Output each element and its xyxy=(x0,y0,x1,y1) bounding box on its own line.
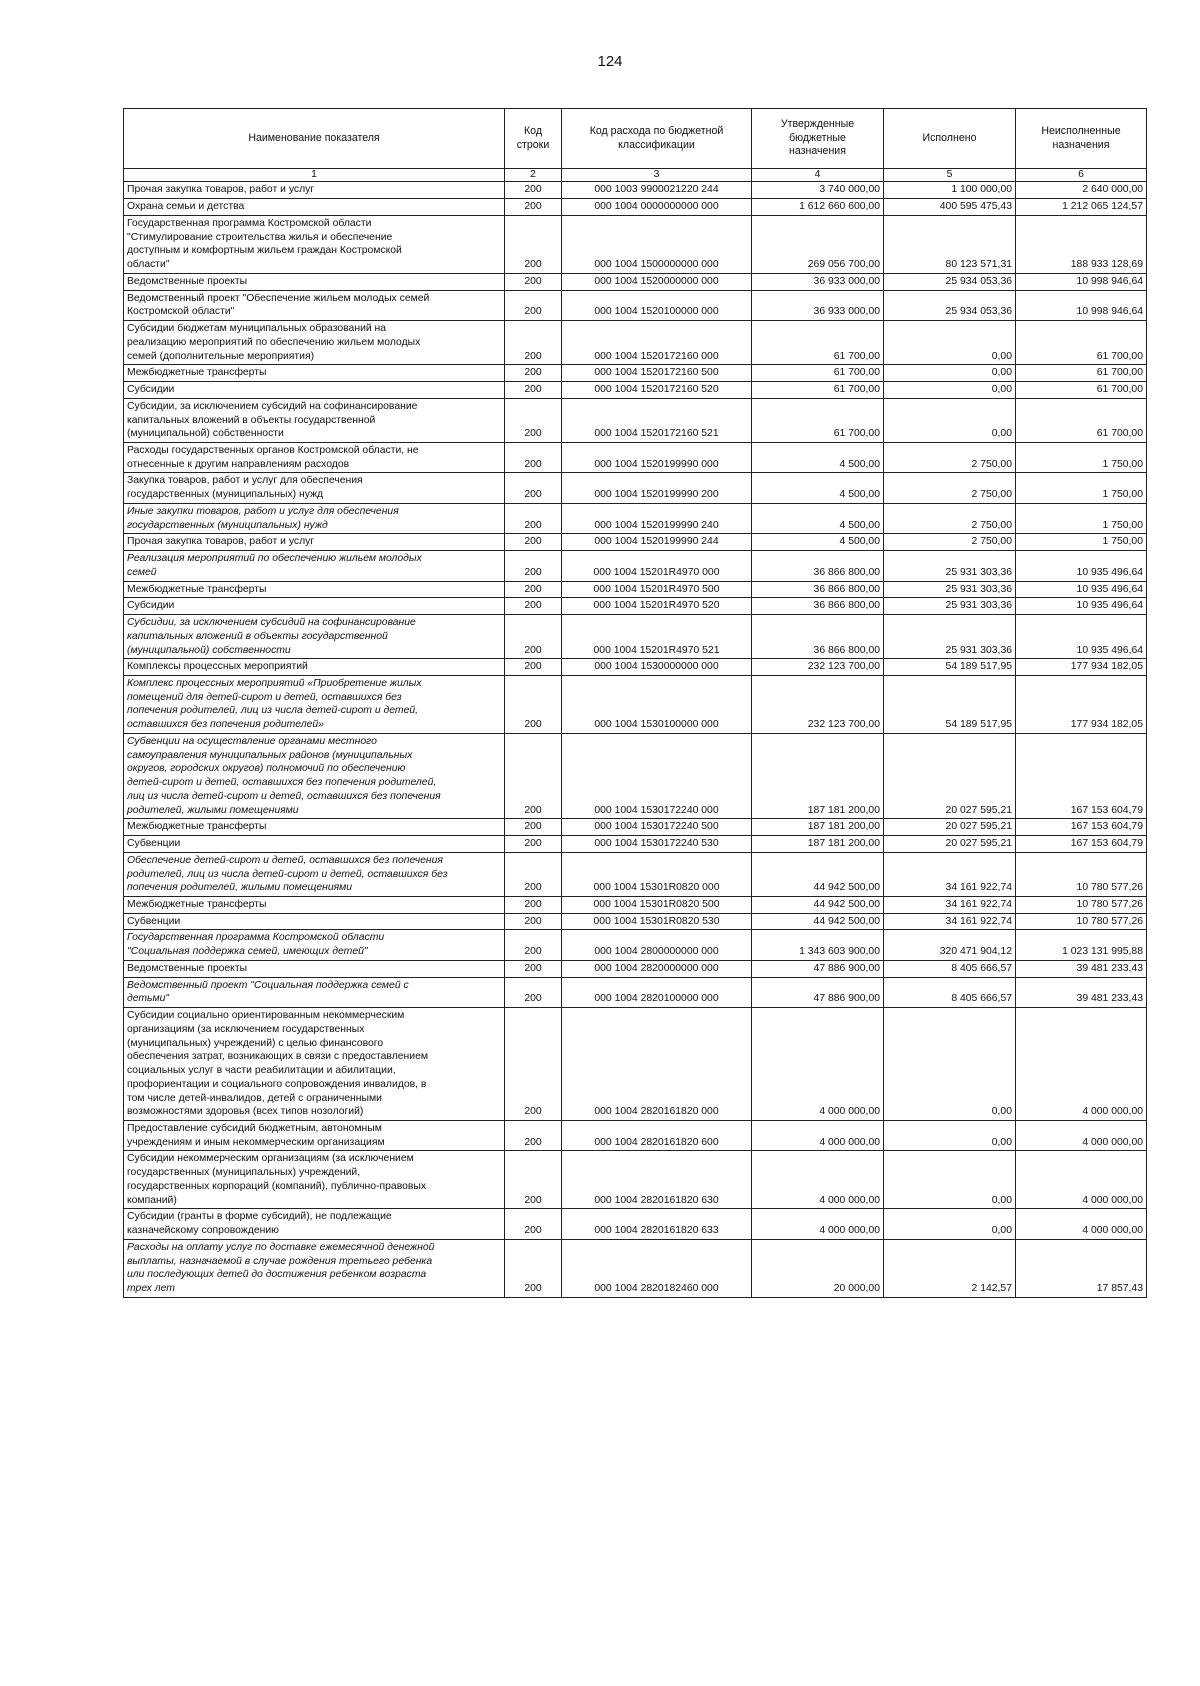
row-indicator-name: Реализация мероприятий по обеспечению жильем молодых семей xyxy=(124,551,505,581)
row-unexecuted-amount: 4 000 000,00 xyxy=(1016,1121,1147,1151)
row-unexecuted-amount: 1 212 065 124,57 xyxy=(1016,199,1147,216)
row-unexecuted-amount: 4 000 000,00 xyxy=(1016,1151,1147,1209)
header-label: Утвержденные бюджетные назначения xyxy=(780,117,855,158)
row-line-code: 200 xyxy=(505,365,562,382)
row-budget-classification: 000 1004 2800000000 000 xyxy=(562,930,752,960)
row-line-code: 200 xyxy=(505,960,562,977)
row-approved-amount: 4 500,00 xyxy=(752,473,884,503)
table-row xyxy=(124,930,1147,960)
row-approved-amount: 44 942 500,00 xyxy=(752,852,884,896)
header-label: Исполнено xyxy=(922,131,977,144)
header-budget-classification xyxy=(562,109,752,169)
row-line-code: 200 xyxy=(505,473,562,503)
header-indicator-name xyxy=(124,109,505,169)
row-budget-classification: 000 1004 1520100000 000 xyxy=(562,290,752,320)
row-executed-amount: 1 100 000,00 xyxy=(884,182,1016,199)
row-approved-amount: 269 056 700,00 xyxy=(752,215,884,273)
page-number: 124 xyxy=(597,53,623,70)
row-line-code: 200 xyxy=(505,675,562,733)
row-indicator-name: Субсидии (гранты в форме субсидий), не подлежащие казначейскому сопровождению xyxy=(124,1209,505,1239)
row-approved-amount: 36 933 000,00 xyxy=(752,273,884,290)
row-approved-amount: 61 700,00 xyxy=(752,365,884,382)
table-row xyxy=(124,598,1147,615)
row-budget-classification: 000 1004 1520199990 200 xyxy=(562,473,752,503)
row-executed-amount: 0,00 xyxy=(884,382,1016,399)
row-unexecuted-amount: 4 000 000,00 xyxy=(1016,1209,1147,1239)
row-unexecuted-amount: 61 700,00 xyxy=(1016,365,1147,382)
row-indicator-name: Обеспечение детей-сирот и детей, оставшихся без попечения родителей, лиц из числа детей-сирот и детей, оставшихся без попечения родителей, жилыми помещениями xyxy=(124,852,505,896)
row-line-code: 200 xyxy=(505,913,562,930)
table-row xyxy=(124,1008,1147,1121)
row-executed-amount: 0,00 xyxy=(884,1121,1016,1151)
header-label: Неисполненные назначения xyxy=(1041,124,1121,151)
row-executed-amount: 2 750,00 xyxy=(884,442,1016,472)
row-executed-amount: 8 405 666,57 xyxy=(884,960,1016,977)
row-indicator-name: Иные закупки товаров, работ и услуг для обеспечения государственных (муниципальных) нужд xyxy=(124,503,505,533)
row-line-code: 200 xyxy=(505,836,562,853)
table-row xyxy=(124,1121,1147,1151)
row-budget-classification: 000 1004 1530172240 500 xyxy=(562,819,752,836)
row-indicator-name: Ведомственный проект "Социальная поддержка семей с детьми" xyxy=(124,977,505,1007)
row-budget-classification: 000 1004 1520172160 521 xyxy=(562,398,752,442)
table-row xyxy=(124,913,1147,930)
row-approved-amount: 36 933 000,00 xyxy=(752,290,884,320)
header-label: Код расхода по бюджетной классификации xyxy=(589,124,724,151)
row-indicator-name: Ведомственные проекты xyxy=(124,273,505,290)
row-indicator-name: Государственная программа Костромской области "Социальная поддержка семей, имеющих детей" xyxy=(124,930,505,960)
row-executed-amount: 2 750,00 xyxy=(884,534,1016,551)
header-executed xyxy=(884,109,1016,169)
row-line-code: 200 xyxy=(505,442,562,472)
row-budget-classification: 000 1004 15201R4970 500 xyxy=(562,581,752,598)
row-budget-classification: 000 1004 2820100000 000 xyxy=(562,977,752,1007)
row-indicator-name: Субвенции xyxy=(124,836,505,853)
row-unexecuted-amount: 1 750,00 xyxy=(1016,442,1147,472)
row-unexecuted-amount: 188 933 128,69 xyxy=(1016,215,1147,273)
row-line-code: 200 xyxy=(505,930,562,960)
row-unexecuted-amount: 10 780 577,26 xyxy=(1016,913,1147,930)
row-budget-classification: 000 1004 1520000000 000 xyxy=(562,273,752,290)
row-budget-classification: 000 1004 1530172240 530 xyxy=(562,836,752,853)
row-approved-amount: 4 500,00 xyxy=(752,534,884,551)
row-line-code: 200 xyxy=(505,321,562,365)
row-approved-amount: 4 000 000,00 xyxy=(752,1151,884,1209)
row-executed-amount: 0,00 xyxy=(884,1209,1016,1239)
column-number: 5 xyxy=(884,169,1016,182)
row-indicator-name: Расходы государственных органов Костромской области, не отнесенные к другим направлениям расходов xyxy=(124,442,505,472)
row-unexecuted-amount: 10 780 577,26 xyxy=(1016,897,1147,914)
row-approved-amount: 61 700,00 xyxy=(752,382,884,399)
row-line-code: 200 xyxy=(505,273,562,290)
row-unexecuted-amount: 61 700,00 xyxy=(1016,398,1147,442)
row-approved-amount: 47 886 900,00 xyxy=(752,960,884,977)
row-indicator-name: Государственная программа Костромской области "Стимулирование строительства жилья и обеспечение доступным и комфортным жильем граждан Костромской области" xyxy=(124,215,505,273)
table-row xyxy=(124,836,1147,853)
column-number: 1 xyxy=(124,169,505,182)
row-indicator-name: Межбюджетные трансферты xyxy=(124,897,505,914)
row-executed-amount: 20 027 595,21 xyxy=(884,819,1016,836)
column-number: 3 xyxy=(562,169,752,182)
row-line-code: 200 xyxy=(505,1239,562,1297)
row-unexecuted-amount: 167 153 604,79 xyxy=(1016,733,1147,818)
table-row xyxy=(124,321,1147,365)
row-unexecuted-amount: 2 640 000,00 xyxy=(1016,182,1147,199)
row-approved-amount: 187 181 200,00 xyxy=(752,836,884,853)
row-approved-amount: 187 181 200,00 xyxy=(752,733,884,818)
row-indicator-name: Расходы на оплату услуг по доставке ежемесячной денежной выплаты, назначаемой в случае рождения третьего ребенка или последующих детей до достижения ребенком возраста трех лет xyxy=(124,1239,505,1297)
row-unexecuted-amount: 10 935 496,64 xyxy=(1016,598,1147,615)
table-row xyxy=(124,290,1147,320)
row-unexecuted-amount: 1 750,00 xyxy=(1016,473,1147,503)
table-row xyxy=(124,442,1147,472)
table-row xyxy=(124,819,1147,836)
table-row xyxy=(124,977,1147,1007)
row-budget-classification: 000 1004 15201R4970 521 xyxy=(562,615,752,659)
table-row xyxy=(124,551,1147,581)
row-unexecuted-amount: 10 935 496,64 xyxy=(1016,551,1147,581)
row-budget-classification: 000 1004 1520199990 240 xyxy=(562,503,752,533)
row-approved-amount: 187 181 200,00 xyxy=(752,819,884,836)
row-approved-amount: 47 886 900,00 xyxy=(752,977,884,1007)
row-indicator-name: Субсидии некоммерческим организациям (за исключением государственных (муниципальных) учреждений, государственных корпораций (компаний), публично-правовых компаний) xyxy=(124,1151,505,1209)
row-line-code: 200 xyxy=(505,659,562,676)
row-executed-amount: 400 595 475,43 xyxy=(884,199,1016,216)
table-row xyxy=(124,1209,1147,1239)
row-line-code: 200 xyxy=(505,733,562,818)
row-approved-amount: 1 343 603 900,00 xyxy=(752,930,884,960)
table-row xyxy=(124,182,1147,199)
row-approved-amount: 4 000 000,00 xyxy=(752,1209,884,1239)
row-budget-classification: 000 1004 2820161820 000 xyxy=(562,1008,752,1121)
row-executed-amount: 0,00 xyxy=(884,321,1016,365)
column-number: 4 xyxy=(752,169,884,182)
row-indicator-name: Субсидии xyxy=(124,598,505,615)
row-unexecuted-amount: 10 935 496,64 xyxy=(1016,581,1147,598)
row-budget-classification: 000 1004 1530000000 000 xyxy=(562,659,752,676)
row-budget-classification: 000 1004 1520172160 500 xyxy=(562,365,752,382)
row-approved-amount: 232 123 700,00 xyxy=(752,659,884,676)
row-unexecuted-amount: 61 700,00 xyxy=(1016,382,1147,399)
row-approved-amount: 4 500,00 xyxy=(752,442,884,472)
row-unexecuted-amount: 167 153 604,79 xyxy=(1016,836,1147,853)
row-executed-amount: 25 931 303,36 xyxy=(884,551,1016,581)
budget-execution-table xyxy=(123,108,1147,1298)
header-line-code xyxy=(505,109,562,169)
header-row xyxy=(124,109,1147,169)
row-unexecuted-amount: 17 857,43 xyxy=(1016,1239,1147,1297)
row-indicator-name: Ведомственные проекты xyxy=(124,960,505,977)
table-row xyxy=(124,382,1147,399)
row-budget-classification: 000 1004 1520199990 244 xyxy=(562,534,752,551)
header-unexecuted xyxy=(1016,109,1147,169)
row-budget-classification: 000 1004 0000000000 000 xyxy=(562,199,752,216)
row-unexecuted-amount: 4 000 000,00 xyxy=(1016,1008,1147,1121)
row-executed-amount: 0,00 xyxy=(884,1151,1016,1209)
row-indicator-name: Субвенции xyxy=(124,913,505,930)
row-indicator-name: Комплекс процессных мероприятий «Приобретение жилых помещений для детей-сирот и детей, оставшихся без попечения родителей, лиц из числа детей-сирот и детей, оставшихся без попечения родителей» xyxy=(124,675,505,733)
row-indicator-name: Ведомственный проект "Обеспечение жильем молодых семей Костромской области" xyxy=(124,290,505,320)
row-indicator-name: Прочая закупка товаров, работ и услуг xyxy=(124,182,505,199)
row-unexecuted-amount: 39 481 233,43 xyxy=(1016,960,1147,977)
row-indicator-name: Субсидии социально ориентированным некоммерческим организациям (за исключением государственных (муниципальных) учреждений) с целью финансового обеспечения затрат, возникающих в связи с предоставлением социальных услуг в части реабилитации и абилитации, профориентации и социального сопровождения инвалидов, в том числе детей-инвалидов, детей с ограниченными возможностями здоровья (всех типов нозологий) xyxy=(124,1008,505,1121)
header-label: Код строки xyxy=(516,124,550,151)
row-approved-amount: 4 500,00 xyxy=(752,503,884,533)
row-indicator-name: Субвенции на осуществление органами местного самоуправления муниципальных районов (муниципальных округов, городских округов) полномочий по обеспечению детей-сирот и детей, оставшихся без попечения родителей, лиц из числа детей-сирот и детей, оставшихся без попечения родителей, жилыми помещениями xyxy=(124,733,505,818)
row-executed-amount: 34 161 922,74 xyxy=(884,897,1016,914)
row-budget-classification: 000 1004 15301R0820 500 xyxy=(562,897,752,914)
header-approved xyxy=(752,109,884,169)
row-indicator-name: Охрана семьи и детства xyxy=(124,199,505,216)
row-approved-amount: 36 866 800,00 xyxy=(752,551,884,581)
row-approved-amount: 1 612 660 600,00 xyxy=(752,199,884,216)
table-row xyxy=(124,473,1147,503)
row-unexecuted-amount: 10 998 946,64 xyxy=(1016,290,1147,320)
table-row xyxy=(124,215,1147,273)
table-body xyxy=(124,182,1147,1297)
row-executed-amount: 34 161 922,74 xyxy=(884,852,1016,896)
row-unexecuted-amount: 10 935 496,64 xyxy=(1016,615,1147,659)
row-unexecuted-amount: 1 750,00 xyxy=(1016,503,1147,533)
row-indicator-name: Закупка товаров, работ и услуг для обеспечения государственных (муниципальных) нужд xyxy=(124,473,505,503)
column-number: 6 xyxy=(1016,169,1147,182)
table-row xyxy=(124,960,1147,977)
row-line-code: 200 xyxy=(505,398,562,442)
row-executed-amount: 2 142,57 xyxy=(884,1239,1016,1297)
row-executed-amount: 0,00 xyxy=(884,1008,1016,1121)
row-executed-amount: 54 189 517,95 xyxy=(884,659,1016,676)
row-budget-classification: 000 1004 1500000000 000 xyxy=(562,215,752,273)
row-line-code: 200 xyxy=(505,290,562,320)
row-approved-amount: 36 866 800,00 xyxy=(752,598,884,615)
row-executed-amount: 54 189 517,95 xyxy=(884,675,1016,733)
row-line-code: 200 xyxy=(505,1151,562,1209)
row-line-code: 200 xyxy=(505,1008,562,1121)
row-executed-amount: 0,00 xyxy=(884,398,1016,442)
row-indicator-name: Субсидии, за исключением субсидий на софинансирование капитальных вложений в объекты государственной (муниципальной) собственности xyxy=(124,398,505,442)
row-approved-amount: 36 866 800,00 xyxy=(752,615,884,659)
row-approved-amount: 4 000 000,00 xyxy=(752,1121,884,1151)
row-budget-classification: 000 1004 1520199990 000 xyxy=(562,442,752,472)
row-indicator-name: Межбюджетные трансферты xyxy=(124,365,505,382)
row-executed-amount: 320 471 904,12 xyxy=(884,930,1016,960)
row-budget-classification: 000 1004 15201R4970 000 xyxy=(562,551,752,581)
row-executed-amount: 25 931 303,36 xyxy=(884,598,1016,615)
table-row xyxy=(124,398,1147,442)
row-unexecuted-amount: 1 023 131 995,88 xyxy=(1016,930,1147,960)
row-unexecuted-amount: 61 700,00 xyxy=(1016,321,1147,365)
row-approved-amount: 3 740 000,00 xyxy=(752,182,884,199)
table-row xyxy=(124,615,1147,659)
row-executed-amount: 2 750,00 xyxy=(884,503,1016,533)
row-unexecuted-amount: 177 934 182,05 xyxy=(1016,659,1147,676)
table-row xyxy=(124,273,1147,290)
row-line-code: 200 xyxy=(505,852,562,896)
row-budget-classification: 000 1004 15301R0820 530 xyxy=(562,913,752,930)
row-budget-classification: 000 1004 2820182460 000 xyxy=(562,1239,752,1297)
row-approved-amount: 44 942 500,00 xyxy=(752,913,884,930)
table-row xyxy=(124,581,1147,598)
row-unexecuted-amount: 10 998 946,64 xyxy=(1016,273,1147,290)
row-approved-amount: 4 000 000,00 xyxy=(752,1008,884,1121)
row-line-code: 200 xyxy=(505,503,562,533)
row-approved-amount: 44 942 500,00 xyxy=(752,897,884,914)
row-indicator-name: Субсидии бюджетам муниципальных образований на реализацию мероприятий по обеспечению жильем молодых семей (дополнительные мероприятия) xyxy=(124,321,505,365)
table-row xyxy=(124,733,1147,818)
table-row xyxy=(124,897,1147,914)
row-line-code: 200 xyxy=(505,977,562,1007)
row-budget-classification: 000 1004 2820161820 633 xyxy=(562,1209,752,1239)
row-indicator-name: Субсидии, за исключением субсидий на софинансирование капитальных вложений в объекты государственной (муниципальной) собственности xyxy=(124,615,505,659)
row-indicator-name: Предоставление субсидий бюджетным, автономным учреждениям и иным некоммерческим организациям xyxy=(124,1121,505,1151)
row-line-code: 200 xyxy=(505,1209,562,1239)
row-line-code: 200 xyxy=(505,382,562,399)
row-line-code: 200 xyxy=(505,215,562,273)
row-budget-classification: 000 1004 2820161820 630 xyxy=(562,1151,752,1209)
row-executed-amount: 25 931 303,36 xyxy=(884,581,1016,598)
row-budget-classification: 000 1004 1520172160 520 xyxy=(562,382,752,399)
row-line-code: 200 xyxy=(505,581,562,598)
column-number: 2 xyxy=(505,169,562,182)
row-executed-amount: 2 750,00 xyxy=(884,473,1016,503)
row-budget-classification: 000 1003 9900021220 244 xyxy=(562,182,752,199)
column-number-row xyxy=(124,169,1147,182)
row-executed-amount: 25 934 053,36 xyxy=(884,290,1016,320)
row-indicator-name: Межбюджетные трансферты xyxy=(124,819,505,836)
row-approved-amount: 36 866 800,00 xyxy=(752,581,884,598)
row-executed-amount: 34 161 922,74 xyxy=(884,913,1016,930)
row-unexecuted-amount: 10 780 577,26 xyxy=(1016,852,1147,896)
header-label: Наименование показателя xyxy=(248,131,380,144)
row-indicator-name: Субсидии xyxy=(124,382,505,399)
row-budget-classification: 000 1004 2820000000 000 xyxy=(562,960,752,977)
row-line-code: 200 xyxy=(505,1121,562,1151)
row-line-code: 200 xyxy=(505,182,562,199)
table-row xyxy=(124,503,1147,533)
table-row xyxy=(124,199,1147,216)
row-budget-classification: 000 1004 1530100000 000 xyxy=(562,675,752,733)
row-indicator-name: Межбюджетные трансферты xyxy=(124,581,505,598)
row-line-code: 200 xyxy=(505,534,562,551)
table-row xyxy=(124,675,1147,733)
row-executed-amount: 25 934 053,36 xyxy=(884,273,1016,290)
table-row xyxy=(124,365,1147,382)
row-budget-classification: 000 1004 2820161820 600 xyxy=(562,1121,752,1151)
row-indicator-name: Комплексы процессных мероприятий xyxy=(124,659,505,676)
row-approved-amount: 20 000,00 xyxy=(752,1239,884,1297)
table-row xyxy=(124,659,1147,676)
row-line-code: 200 xyxy=(505,199,562,216)
table-row xyxy=(124,852,1147,896)
row-executed-amount: 20 027 595,21 xyxy=(884,733,1016,818)
table-row xyxy=(124,1151,1147,1209)
row-budget-classification: 000 1004 15201R4970 520 xyxy=(562,598,752,615)
row-unexecuted-amount: 1 750,00 xyxy=(1016,534,1147,551)
row-executed-amount: 0,00 xyxy=(884,365,1016,382)
row-budget-classification: 000 1004 1530172240 000 xyxy=(562,733,752,818)
row-line-code: 200 xyxy=(505,897,562,914)
row-indicator-name: Прочая закупка товаров, работ и услуг xyxy=(124,534,505,551)
row-executed-amount: 80 123 571,31 xyxy=(884,215,1016,273)
row-line-code: 200 xyxy=(505,615,562,659)
row-budget-classification: 000 1004 1520172160 000 xyxy=(562,321,752,365)
row-unexecuted-amount: 177 934 182,05 xyxy=(1016,675,1147,733)
row-line-code: 200 xyxy=(505,819,562,836)
row-budget-classification: 000 1004 15301R0820 000 xyxy=(562,852,752,896)
table-row xyxy=(124,1239,1147,1297)
row-executed-amount: 25 931 303,36 xyxy=(884,615,1016,659)
row-unexecuted-amount: 39 481 233,43 xyxy=(1016,977,1147,1007)
row-approved-amount: 61 700,00 xyxy=(752,321,884,365)
row-approved-amount: 61 700,00 xyxy=(752,398,884,442)
row-line-code: 200 xyxy=(505,551,562,581)
row-executed-amount: 20 027 595,21 xyxy=(884,836,1016,853)
table-row xyxy=(124,534,1147,551)
row-line-code: 200 xyxy=(505,598,562,615)
row-approved-amount: 232 123 700,00 xyxy=(752,675,884,733)
row-executed-amount: 8 405 666,57 xyxy=(884,977,1016,1007)
row-unexecuted-amount: 167 153 604,79 xyxy=(1016,819,1147,836)
